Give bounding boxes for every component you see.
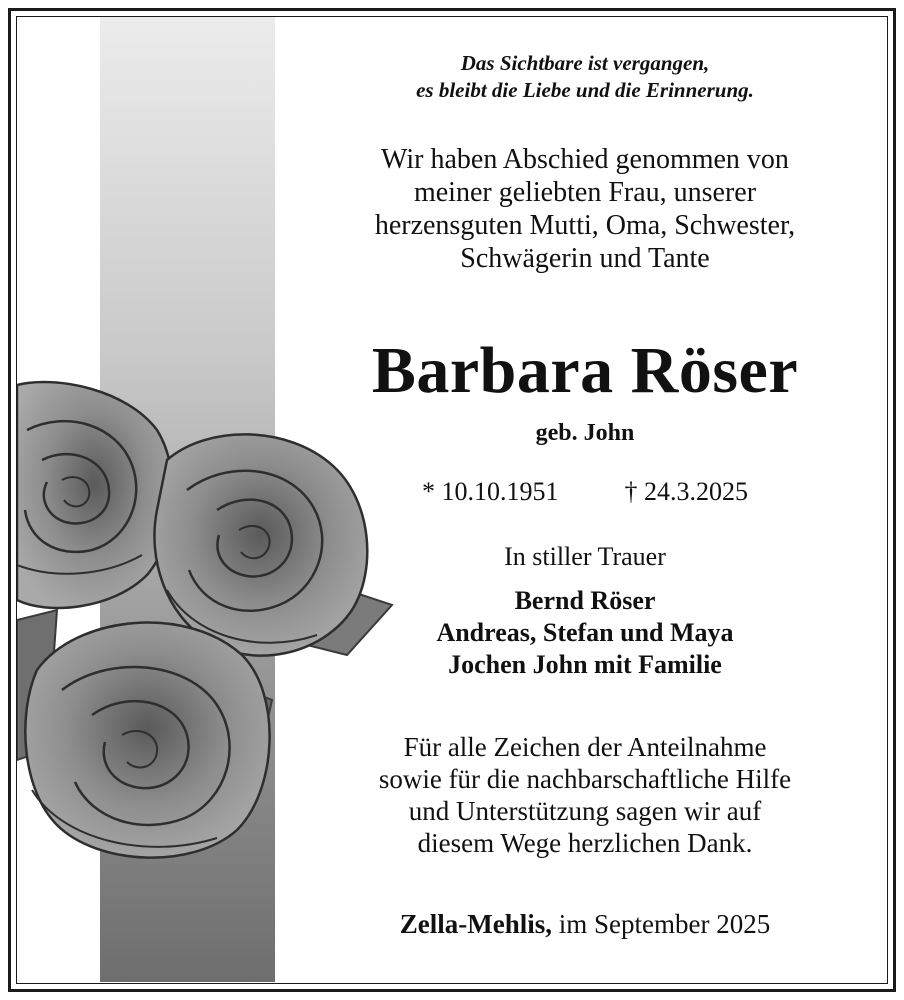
intro-line-2: meiner geliebten Frau, unserer [413, 177, 757, 208]
motto [300, 50, 870, 104]
intro-line-3: herzensguten Mutti, Oma, Schwester, [374, 210, 796, 241]
mourner-3: Jochen John mit Familie [448, 650, 722, 679]
intro-text [300, 143, 870, 275]
mourners-list [300, 585, 870, 681]
mourner-1: Bernd Röser [514, 586, 656, 615]
death-date: † 24.3.2025 [624, 477, 748, 506]
intro-line-1: Wir haben Abschied genommen von [381, 144, 789, 175]
thanks-line-4: diesem Wege herzlichen Dank. [417, 828, 753, 858]
rose-bottom [25, 623, 269, 858]
thanks-text [300, 731, 870, 859]
life-dates [300, 476, 870, 508]
rose-top-left [17, 382, 173, 608]
maiden-name: geb. John [535, 420, 635, 446]
thanks-line-3: und Unterstützung sagen wir auf [408, 796, 762, 826]
mourner-2: Andreas, Stefan und Maya [436, 618, 734, 647]
place-name: Zella-Mehlis, [399, 909, 552, 939]
birth-date: * 10.10.1951 [422, 477, 559, 506]
thanks-line-2: sowie für die nachbarschaftliche Hilfe [378, 764, 792, 794]
motto-line-2: es bleibt die Liebe und die Erinnerung. [416, 78, 754, 102]
thanks-line-1: Für alle Zeichen der Anteilnahme [403, 732, 767, 762]
motto-line-1: Das Sichtbare ist vergangen, [460, 51, 710, 75]
place-date-line [300, 908, 870, 940]
deceased-name: Barbara Röser [371, 334, 799, 407]
intro-line-4: Schwägerin und Tante [460, 243, 710, 274]
mourning-phrase: In stiller Trauer [504, 542, 666, 571]
month-year: im September 2025 [552, 909, 771, 939]
